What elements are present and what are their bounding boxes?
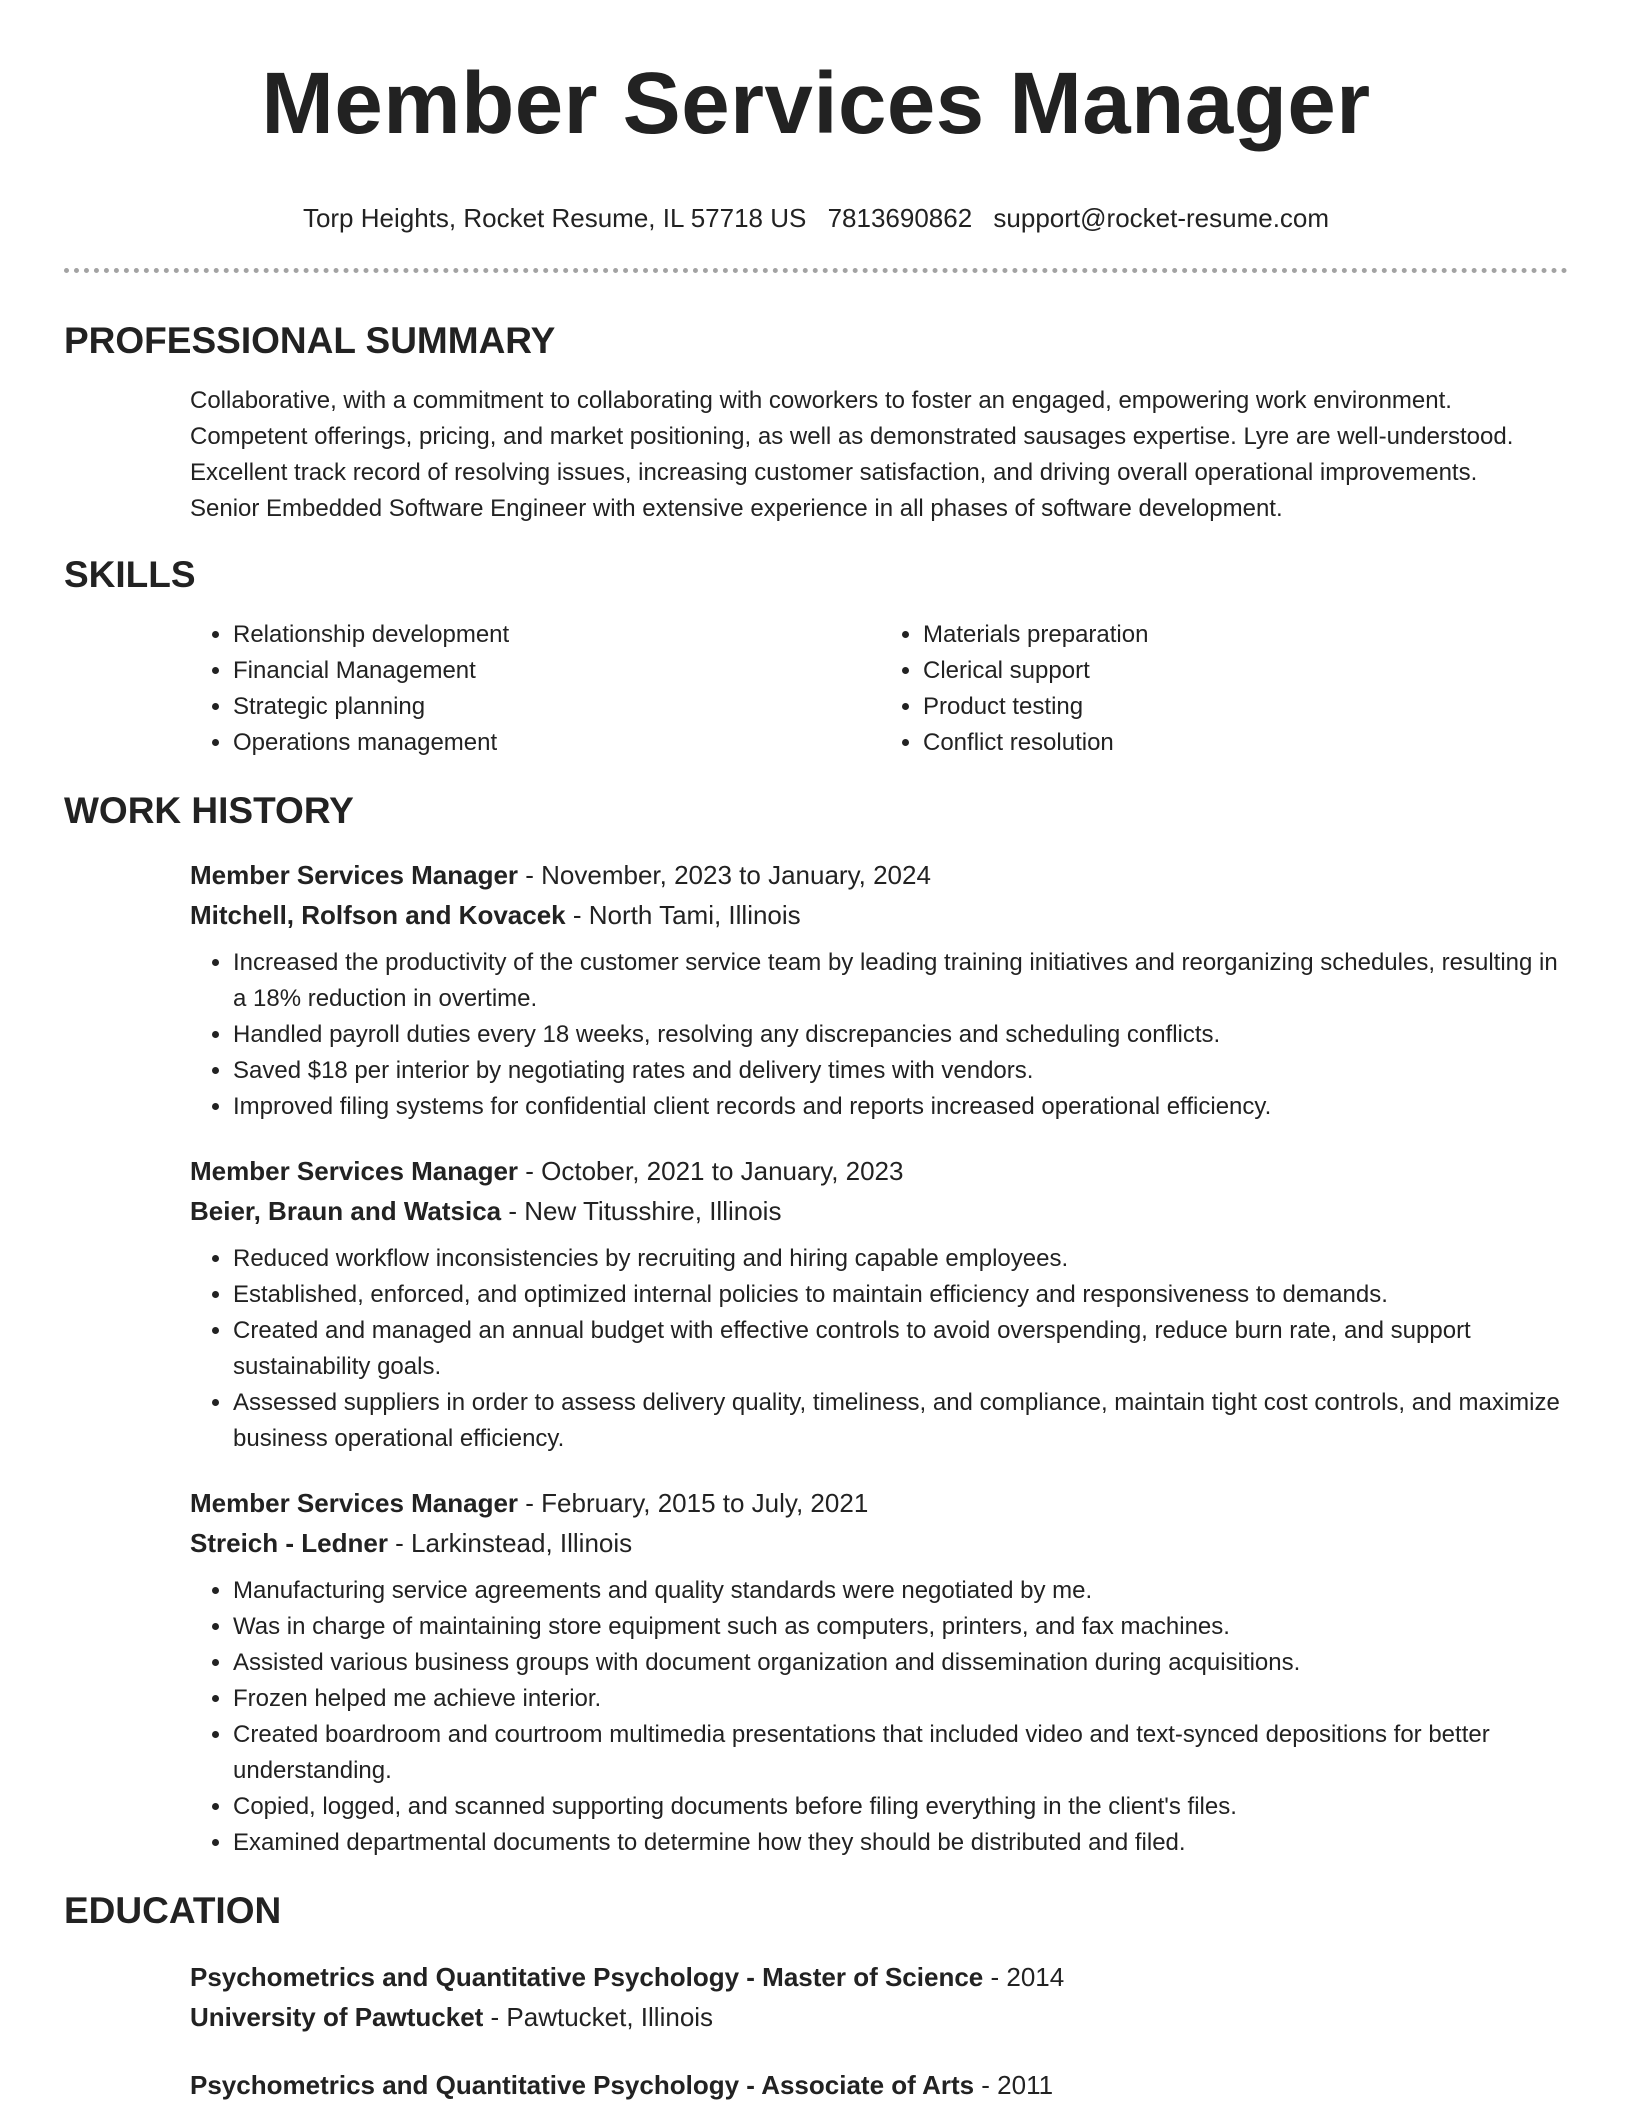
- degree-year: - 2011: [974, 2070, 1054, 2100]
- job-bullet: • Improved filing systems for confidential client records and reports increased operational efficiency.: [233, 1089, 1570, 1125]
- job-company-line: [190, 1523, 1570, 1563]
- job-bullet: • Manufacturing service agreements and quality standards were negotiated by me.: [233, 1573, 1570, 1609]
- education-entry: [190, 1957, 1570, 2037]
- job-location: - New Titusshire, Illinois: [501, 1196, 782, 1226]
- job-entry: [190, 1483, 1570, 1861]
- school: University of Pawtucket: [190, 2002, 484, 2032]
- job-bullet: • Examined departmental documents to determine how they should be distributed and filed.: [233, 1825, 1570, 1861]
- header-divider: [64, 268, 1568, 273]
- job-location: - North Tami, Illinois: [565, 900, 801, 930]
- job-dates: - November, 2023 to January, 2024: [518, 860, 931, 890]
- degree-year: - 2014: [983, 1962, 1065, 1992]
- summary-line: Excellent track record of resolving issues, increasing customer satisfaction, and driving overall operational improvements.: [190, 459, 1478, 486]
- school-line: [190, 1997, 1570, 2037]
- skill-item: • Conflict resolution: [923, 725, 1570, 761]
- job-entry: [190, 855, 1570, 1125]
- job-entry: [190, 1151, 1570, 1457]
- summary-line: Senior Embedded Software Engineer with extensive experience in all phases of software development.: [190, 495, 1283, 522]
- degree: Psychometrics and Quantitative Psychology - Associate of Arts: [190, 2070, 975, 2100]
- job-company: Mitchell, Rolfson and Kovacek: [190, 900, 566, 930]
- skill-item: • Clerical support: [923, 653, 1570, 689]
- job-bullet: • Created and managed an annual budget with effective controls to avoid overspending, reduce burn rate, and support sustainability goals.: [233, 1313, 1570, 1385]
- job-role: Member Services Manager: [190, 1156, 519, 1186]
- email: support@rocket-resume.com: [993, 203, 1330, 233]
- skill-item: • Strategic planning: [233, 689, 880, 725]
- job-role: Member Services Manager: [190, 1488, 519, 1518]
- skills-column-right: [880, 617, 1570, 761]
- job-title-line: [190, 855, 1570, 895]
- phone: 7813690862: [827, 203, 973, 233]
- job-dates: - October, 2021 to January, 2023: [518, 1156, 904, 1186]
- skill-item: • Materials preparation: [923, 617, 1570, 653]
- school-location: - Pawtucket, Illinois: [483, 2002, 714, 2032]
- education-heading: EDUCATION: [64, 1890, 282, 1931]
- skill-item: • Relationship development: [233, 617, 880, 653]
- summary-line: Collaborative, with a commitment to collaborating with coworkers to foster an engaged, empowering work environment.: [190, 387, 1452, 414]
- job-bullet: • Saved $18 per interior by negotiating rates and delivery times with vendors.: [233, 1053, 1570, 1089]
- education-entry: [190, 2065, 1570, 2105]
- summary-heading: PROFESSIONAL SUMMARY: [64, 320, 556, 361]
- contact-line: [0, 202, 1632, 234]
- job-title-line: [190, 1151, 1570, 1191]
- degree-line: [190, 1957, 1570, 1997]
- summary-text: [190, 383, 1570, 527]
- summary-line: Competent offerings, pricing, and market positioning, as well as demonstrated sausages expertise. Lyre are well-understood.: [190, 423, 1514, 450]
- job-bullet: • Frozen helped me achieve interior.: [233, 1681, 1570, 1717]
- job-bullet: • Reduced workflow inconsistencies by recruiting and hiring capable employees.: [233, 1241, 1570, 1277]
- job-bullet: • Copied, logged, and scanned supporting documents before filing everything in the client's files.: [233, 1789, 1570, 1825]
- job-bullets: [190, 1573, 1570, 1861]
- work-history-heading: WORK HISTORY: [64, 790, 354, 831]
- job-role: Member Services Manager: [190, 860, 519, 890]
- address: Torp Heights, Rocket Resume, IL 57718 US: [302, 203, 807, 233]
- candidate-name: Member Services Manager: [261, 55, 1371, 152]
- degree: Psychometrics and Quantitative Psychology - Master of Science: [190, 1962, 984, 1992]
- job-bullet: • Assessed suppliers in order to assess delivery quality, timeliness, and compliance, maintain tight cost controls, and maximize business operational efficiency.: [233, 1385, 1570, 1457]
- job-company-line: [190, 1191, 1570, 1231]
- job-bullet: • Was in charge of maintaining store equipment such as computers, printers, and fax machines.: [233, 1609, 1570, 1645]
- job-company: Streich - Ledner: [190, 1528, 388, 1558]
- job-company-line: [190, 895, 1570, 935]
- skill-item: • Operations management: [233, 725, 880, 761]
- job-bullet: • Established, enforced, and optimized internal policies to maintain efficiency and responsiveness to demands.: [233, 1277, 1570, 1313]
- job-title-line: [190, 1483, 1570, 1523]
- job-bullet: • Assisted various business groups with document organization and dissemination during acquisitions.: [233, 1645, 1570, 1681]
- skills-list: [190, 617, 1570, 761]
- job-company: Beier, Braun and Watsica: [190, 1196, 502, 1226]
- skill-item: • Product testing: [923, 689, 1570, 725]
- job-bullet: • Handled payroll duties every 18 weeks, resolving any discrepancies and scheduling conflicts.: [233, 1017, 1570, 1053]
- job-bullets: [190, 945, 1570, 1125]
- degree-line: [190, 2065, 1570, 2105]
- skills-heading: SKILLS: [64, 554, 196, 595]
- skills-column-left: [190, 617, 880, 761]
- job-bullet: • Increased the productivity of the customer service team by leading training initiatives and reorganizing schedules, resulting in a 18% reduction in overtime.: [233, 945, 1570, 1017]
- job-dates: - February, 2015 to July, 2021: [518, 1488, 869, 1518]
- skill-item: • Financial Management: [233, 653, 880, 689]
- job-bullet: • Created boardroom and courtroom multimedia presentations that included video and text-synced depositions for better understanding.: [233, 1717, 1570, 1789]
- job-location: - Larkinstead, Illinois: [387, 1528, 633, 1558]
- job-bullets: [190, 1241, 1570, 1457]
